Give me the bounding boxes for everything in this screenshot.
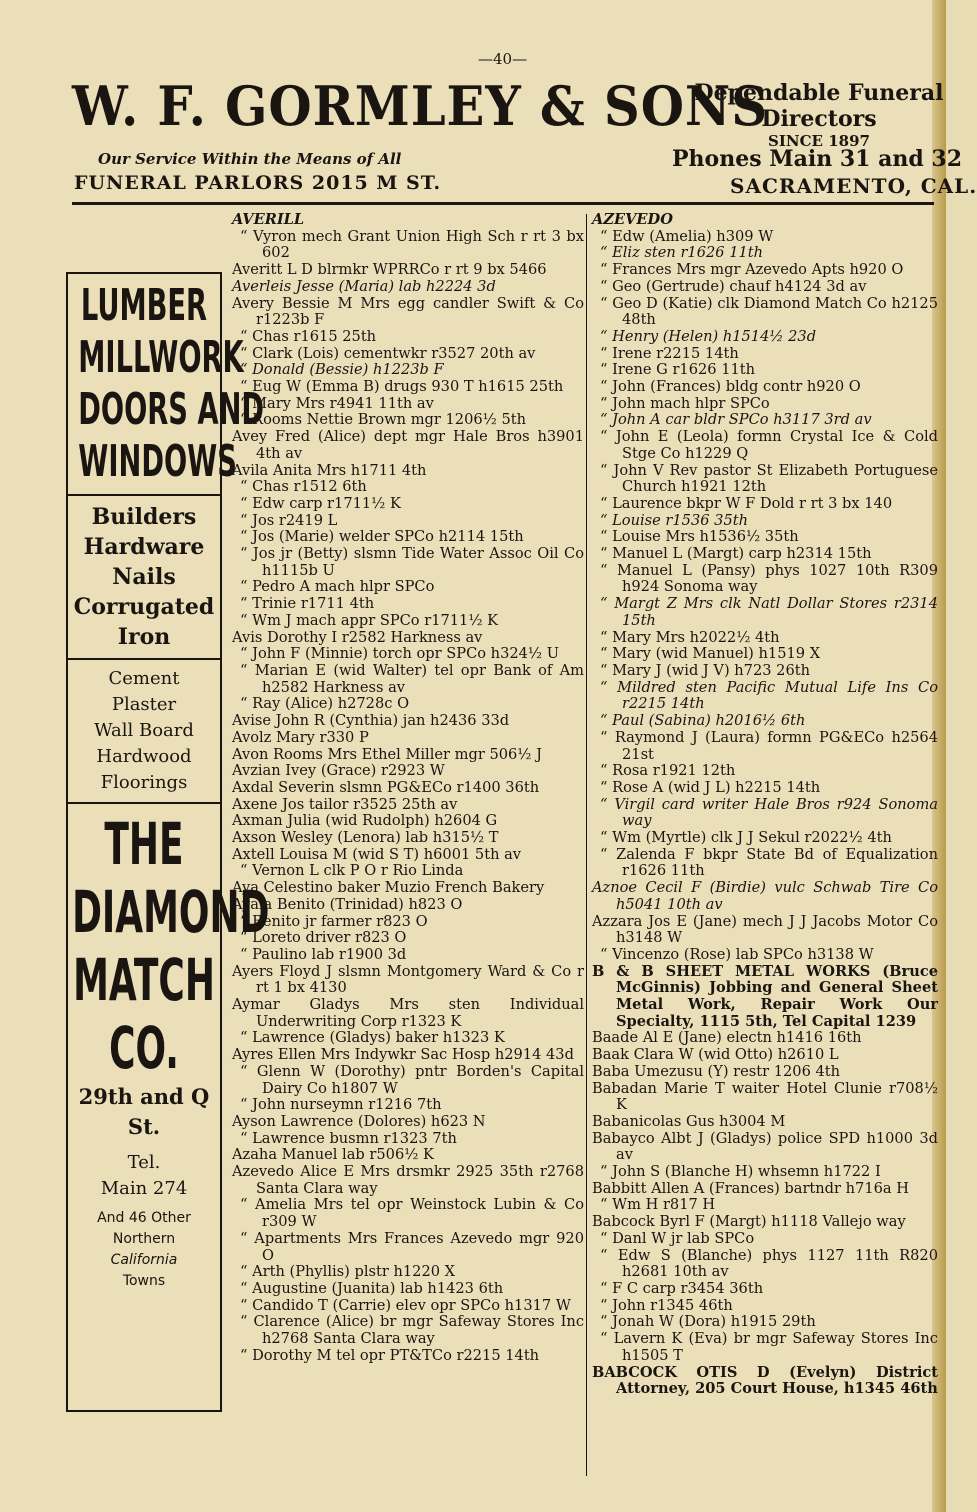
- directory-entry: Babanicolas Gus h3004 M: [592, 1112, 786, 1130]
- directory-entry: “ Arth (Phyllis) plstr h1220 X: [240, 1263, 456, 1281]
- directory-entry: Babcock Byrl F (Margt) h1118 Vallejo way: [592, 1213, 906, 1231]
- directory-entry: Baade Al E (Jane) electn h1416 16th: [592, 1029, 862, 1047]
- directory-entry: “ Eliz sten r1626 11th: [600, 244, 764, 262]
- column-divider: [586, 214, 587, 1476]
- ad-towns-line: Towns: [122, 1273, 166, 1289]
- directory-entry: “ John V Rev pastor St Elizabeth Portuguese Church h1921 12th: [600, 461, 938, 496]
- directory-entry: Avery Bessie M Mrs egg candler Swift & Co r1223b F: [232, 294, 584, 329]
- directory-entry: “ Jonah W (Dora) h1915 29th: [600, 1313, 816, 1331]
- directory-entry: “ Glenn W (Dorothy) pntr Borden's Capital Dairy Co h1807 W: [240, 1062, 584, 1097]
- right-line3: SINCE 1897: [768, 132, 870, 150]
- directory-entry: “ Geo D (Katie) clk Diamond Match Co h2125 48th: [600, 294, 938, 329]
- directory-entry: Babbitt Allen A (Frances) bartndr h716a H: [592, 1179, 909, 1197]
- directory-entry: “ John (Frances) bldg contr h920 O: [600, 378, 861, 396]
- directory-entry: “ John E (Leola) formn Crystal Ice & Cold Stge Co h1229 Q: [600, 428, 938, 462]
- directory-entry: “ Loreto driver r823 O: [240, 929, 407, 947]
- parlors-address: FUNERAL PARLORS 2015 M ST.: [74, 172, 442, 194]
- ad-materials: [68, 666, 220, 796]
- ad-company: [68, 810, 270, 1082]
- directory-entry: Avila Anita Mrs h1711 4th: [232, 461, 427, 479]
- directory-entry: “ Vincenzo (Rose) lab SPCo h3138 W: [600, 945, 874, 963]
- directory-entry: Avzian Ivey (Grace) r2923 W: [232, 762, 445, 780]
- ad-tel: [68, 1150, 220, 1202]
- ad-towns-line: And 46 Other: [97, 1210, 191, 1226]
- directory-entry: “ John A car bldr SPCo h3117 3rd av: [600, 411, 872, 429]
- ad-company-line: THE: [104, 810, 184, 878]
- directory-entry: Avon Rooms Mrs Ethel Miller mgr 506½ J: [232, 745, 542, 763]
- left-column: [232, 212, 584, 1365]
- directory-entry: “ Edw S (Blanche) phys 1127 11th R820 h2681 10th av: [600, 1246, 938, 1281]
- directory-entry: Axdal Severin slsmn PG&ECo r1400 36th: [232, 778, 540, 796]
- directory-entry: “ Edw carp r1711½ K: [240, 494, 401, 512]
- directory-entry: “ Clarence (Alice) br mgr Safeway Stores Inc h2768 Santa Clara way: [240, 1313, 584, 1348]
- directory-entry: “ Laurence bkpr W F Dold r rt 3 bx 140: [600, 494, 893, 512]
- directory-entry: Ayres Ellen Mrs Indywkr Sac Hosp h2914 43d: [232, 1046, 574, 1064]
- directory-entry: “ Ray (Alice) h2728c O: [240, 695, 410, 713]
- ad-hardware-line: Hardware: [83, 534, 205, 560]
- header-rule: [72, 202, 934, 205]
- funeral-directors-block: [692, 80, 946, 150]
- ad-lumber-line: WINDOWS: [78, 436, 237, 487]
- ad-material-line: Cement: [108, 668, 180, 689]
- directory-entry: “ Candido T (Carrie) elev opr SPCo h1317 W: [240, 1296, 571, 1314]
- ad-divider: [68, 494, 220, 496]
- directory-entry: “ Mildred sten Pacific Mutual Life Ins Co r2215 14th: [600, 678, 938, 713]
- directory-entry: Axene Jos tailor r3525 25th av: [232, 795, 458, 813]
- business-listing: B & B SHEET METAL WORKS (Bruce McGinnis) Jobbing and General Sheet Metal Work, Repair Work Our Specialty, 1115 5th, Tel Capital 1239: [592, 962, 938, 1030]
- right-line1: Dependable Funeral: [694, 80, 944, 106]
- directory-entry: “ Danl W jr lab SPCo: [600, 1229, 755, 1247]
- directory-entry: Azaha Manuel lab r506½ K: [232, 1146, 434, 1164]
- ad-hardware-line: Nails: [112, 564, 176, 590]
- directory-entry: “ Margt Z Mrs clk Natl Dollar Stores r2314 15th: [600, 595, 938, 629]
- directory-entry: “ F C carp r3454 36th: [600, 1280, 764, 1297]
- directory-entry: “ Frances Mrs mgr Azevedo Apts h920 O: [600, 261, 904, 279]
- ad-hardware-line: Iron: [117, 624, 171, 650]
- ad-material-line: Wall Board: [94, 720, 194, 741]
- directory-entry: Ayers Floyd J slsmn Montgomery Ward & Co r rt 1 bx 4130: [232, 962, 584, 997]
- ad-towns-line: Northern: [112, 1231, 176, 1247]
- ad-material-line: Hardwood: [96, 746, 192, 767]
- ad-hardware-line: Builders: [91, 504, 197, 530]
- directory-entry: “ Jos r2419 L: [240, 511, 338, 529]
- directory-entry: “ John nurseymn r1216 7th: [240, 1096, 442, 1114]
- city: SACRAMENTO, CAL.: [730, 174, 977, 198]
- directory-entry: “ Wm H r817 H: [600, 1196, 716, 1214]
- directory-entry: “ John mach hlpr SPCo: [600, 394, 770, 412]
- directory-entry: “ Mary (wid Manuel) h1519 X: [600, 645, 821, 663]
- ad-tel-line: Main 274: [100, 1178, 188, 1199]
- surname-heading: AZEVEDO: [592, 211, 673, 228]
- ad-hardware-line: Corrugated: [73, 594, 215, 620]
- phones: Phones Main 31 and 32: [672, 146, 963, 172]
- directory-entry: “ Jos jr (Betty) slsmn Tide Water Assoc Oil Co h1115b U: [240, 545, 584, 579]
- business-listing: BABCOCK OTIS D (Evelyn) District Attorney, 205 Court House, h1345 46th: [592, 1363, 938, 1398]
- directory-entry: “ Apartments Mrs Frances Azevedo mgr 920 O: [240, 1229, 584, 1264]
- directory-entry: “ Chas r1512 6th: [240, 478, 367, 496]
- directory-entry: “ Rose A (wid J L) h2215 14th: [600, 778, 821, 796]
- ad-company-line: DIAMOND: [72, 878, 270, 946]
- ad-divider: [68, 658, 220, 660]
- directory-entry: Axtell Louisa M (wid S T) h6001 5th av: [232, 845, 522, 863]
- directory-entry: “ Trinie r1711 4th: [240, 595, 375, 613]
- directory-entry: “ Dorothy M tel opr PT&TCo r2215 14th: [240, 1346, 540, 1364]
- directory-entry: Baak Clara W (wid Otto) h2610 L: [592, 1046, 839, 1064]
- right-column: [592, 212, 938, 1398]
- directory-entry: “ John r1345 46th: [600, 1296, 733, 1314]
- directory-entry: Babayco Albt J (Gladys) police SPD h1000 3d av: [592, 1129, 938, 1164]
- directory-entry: “ Pedro A mach hlpr SPCo: [240, 578, 435, 596]
- ad-lumber-line: LUMBER: [80, 280, 208, 331]
- directory-entry: Avise John R (Cynthia) jan h2436 33d: [232, 712, 510, 730]
- directory-entry: “ Marian E (wid Walter) tel opr Bank of Am h2582 Harkness av: [240, 661, 584, 696]
- directory-entry: “ Zalenda F bkpr State Bd of Equalization r1626 11th: [600, 845, 938, 880]
- directory-entry: “ John S (Blanche H) whsemn h1722 I: [600, 1163, 881, 1181]
- directory-entry: “ Manuel L (Margt) carp h2314 15th: [600, 545, 872, 563]
- directory-entry: “ Louise r1536 35th: [600, 511, 748, 529]
- ad-tel-line: Tel.: [127, 1152, 161, 1173]
- directory-entry: “ Paulino lab r1900 3d: [240, 945, 407, 963]
- ad-towns-line: California: [110, 1252, 178, 1268]
- directory-entry: Avis Dorothy I r2582 Harkness av: [232, 628, 483, 646]
- directory-entry: “ Vyron mech Grant Union High Sch r rt 3 bx 602: [240, 227, 584, 262]
- diamond-match-ad: [66, 272, 270, 1412]
- directory-entry: “ Wm (Myrtle) clk J J Sekul r2022½ 4th: [600, 829, 892, 847]
- directory-entry: “ Wm J mach appr SPCo r1711½ K: [240, 611, 499, 629]
- directory-entry: Axman Julia (wid Rudolph) h2604 G: [232, 812, 498, 830]
- directory-entry: “ Lawrence (Gladys) baker h1323 K: [240, 1029, 505, 1047]
- directory-entry: “ Manuel L (Pansy) phys 1027 10th R309 h924 Sonoma way: [600, 561, 938, 596]
- directory-entry: Avolz Mary r330 P: [232, 728, 369, 746]
- directory-entry: Aya Celestino baker Muzio French Bakery: [232, 879, 545, 897]
- ad-divider: [68, 802, 220, 804]
- page-number: —40—: [478, 50, 528, 68]
- directory-entry: “ Louise Mrs h1536½ 35th: [600, 528, 799, 546]
- directory-entry: “ Donald (Bessie) h1223b F: [240, 361, 444, 379]
- directory-entry: “ Edw (Amelia) h309 W: [600, 227, 774, 245]
- directory-entry: “ Chas r1615 25th: [240, 327, 377, 345]
- directory-entry: “ Paul (Sabina) h2016½ 6th: [600, 712, 806, 730]
- ad-material-line: Plaster: [111, 694, 177, 715]
- ad-company-line: CO.: [109, 1014, 179, 1082]
- ad-company-line: MATCH: [73, 946, 215, 1014]
- ad-material-line: Floorings: [100, 772, 188, 793]
- directory-entry: “ Irene r2215 14th: [600, 344, 739, 362]
- directory-entry: Aznoe Cecil F (Birdie) vulc Schwab Tire Co h5041 10th av: [592, 879, 938, 913]
- directory-entry: “ Rooms Nettie Brown mgr 1206½ 5th: [240, 411, 526, 429]
- directory-entry: “ Amelia Mrs tel opr Weinstock Lubin & Co r309 W: [240, 1196, 584, 1231]
- directory-entry: “ Irene G r1626 11th: [600, 361, 756, 379]
- directory-entry: Averitt L D blrmkr WPRRCo r rt 9 bx 5466: [232, 261, 547, 279]
- directory-entry: Aymar Gladys Mrs sten Individual Underwriting Corp r1323 K: [232, 996, 584, 1030]
- directory-entry: “ Mary Mrs h2022½ 4th: [600, 628, 780, 646]
- directory-entry: “ Lavern K (Eva) br mgr Safeway Stores Inc h1505 T: [600, 1330, 938, 1364]
- directory-entry: “ Vernon L clk P O r Rio Linda: [240, 862, 464, 880]
- ad-lumber: [68, 280, 265, 488]
- directory-entry: “ Virgil card writer Hale Bros r924 Sonoma way: [600, 795, 938, 830]
- directory-entry: “ Augustine (Juanita) lab h1423 6th: [240, 1280, 504, 1297]
- firm-title: W. F. GORMLEY & SONS: [72, 74, 769, 138]
- ad-address-line: 29th and Q: [78, 1084, 210, 1109]
- directory-entry: Ayala Benito (Trinidad) h823 O: [232, 895, 463, 913]
- directory-entry: “ Eug W (Emma B) drugs 930 T h1615 25th: [240, 378, 564, 396]
- right-line2: Directors: [761, 106, 877, 132]
- directory-entry: “ Mary J (wid J V) h723 26th: [600, 661, 811, 679]
- directory-entry: “ Benito jr farmer r823 O: [240, 912, 428, 930]
- directory-entry: “ Rosa r1921 12th: [600, 762, 736, 780]
- directory-entry: Ayson Lawrence (Dolores) h623 N: [232, 1112, 486, 1130]
- ad-address: [68, 1082, 220, 1142]
- directory-entry: “ Clark (Lois) cementwkr r3527 20th av: [240, 344, 536, 362]
- tagline: Our Service Within the Means of All: [98, 150, 402, 168]
- directory-entry: “ Mary Mrs r4941 11th av: [240, 394, 434, 412]
- directory-entry: Avey Fred (Alice) dept mgr Hale Bros h3901 4th av: [232, 428, 584, 462]
- ad-address-line: St.: [127, 1114, 161, 1139]
- directory-entry: “ John F (Minnie) torch opr SPCo h324½ U: [240, 645, 560, 663]
- directory-entry: “ Henry (Helen) h1514½ 23d: [600, 327, 817, 345]
- ad-lumber-line: DOORS AND: [78, 384, 265, 435]
- directory-entry: Axson Wesley (Lenora) lab h315½ T: [232, 829, 499, 847]
- directory-entry: Azzara Jos E (Jane) mech J J Jacobs Motor Co h3148 W: [592, 912, 938, 947]
- ad-towns: [68, 1208, 220, 1292]
- directory-entry: Azevedo Alice E Mrs drsmkr 2925 35th r2768 Santa Clara way: [232, 1163, 584, 1197]
- directory-entry: Baba Umezusu (Y) restr 1206 4th: [592, 1062, 841, 1080]
- ad-hardware: [68, 502, 220, 652]
- ad-lumber-line: MILLWORK: [78, 332, 244, 383]
- directory-entry: “ Geo (Gertrude) chauf h4124 3d av: [600, 277, 867, 295]
- directory-entry: Averleis Jesse (Maria) lab h2224 3d: [232, 277, 496, 295]
- directory-entry: “ Jos (Marie) welder SPCo h2114 15th: [240, 528, 524, 546]
- directory-entry: Babadan Marie T waiter Hotel Clunie r708½ K: [592, 1079, 938, 1114]
- directory-entry: “ Lawrence busmn r1323 7th: [240, 1129, 457, 1147]
- surname-heading: AVERILL: [232, 211, 305, 228]
- directory-entry: “ Raymond J (Laura) formn PG&ECo h2564 21st: [600, 728, 938, 763]
